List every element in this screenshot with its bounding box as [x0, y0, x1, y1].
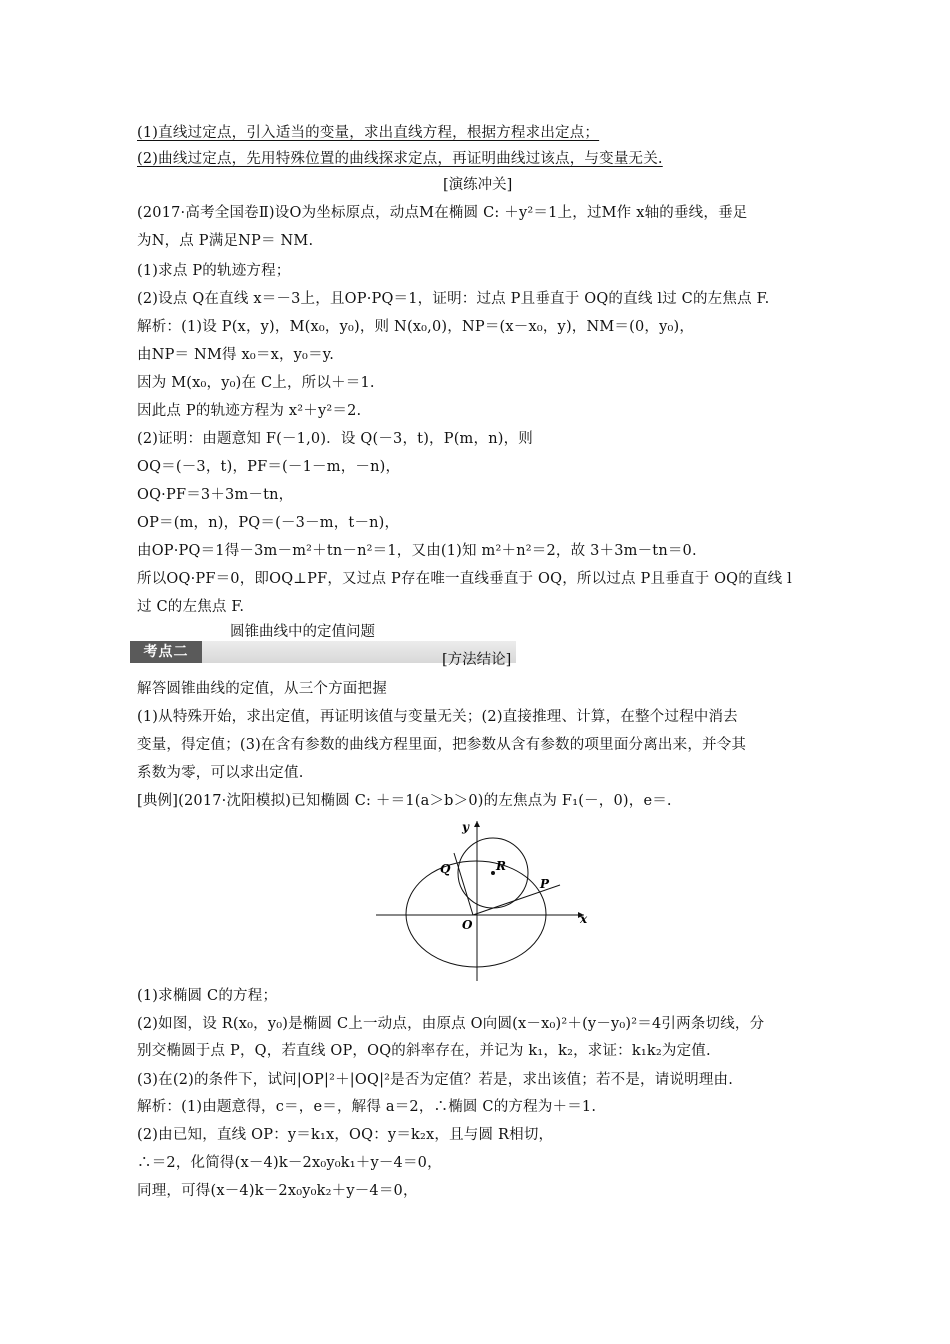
practice-line: OQ·PF＝3＋3m－tn， [137, 487, 294, 503]
practice-line: 过 C的左焦点 F. [137, 599, 245, 615]
practice-line: (2)设点 Q在直线 x＝－3上，且OP·PQ＝1，证明：过点 P且垂直于 OQ的直线 l过 C的左焦点 F. [137, 291, 770, 307]
example-line: (2)如图，设 R(x₀，y₀)是椭圆 C上一动点，由原点 O向圆(x－x₀)²＋(y－y₀)²＝4引两条切线，分 [137, 1016, 765, 1032]
practice-heading: [演练冲关] [443, 177, 513, 193]
practice-line: 所以OQ·PF＝0，即OQ⊥PF，又过点 P存在唯一直线垂直于 OQ，所以过点 P且垂直于 OQ的直线 l [137, 571, 792, 587]
example-line: 别交椭圆于点 P，Q，若直线 OP，OQ的斜率存在，并记为 k₁，k₂，求证：k₁k₂为定值. [137, 1043, 711, 1059]
method-line: 变量，得定值；(3)在含有参数的曲线方程里面，把参数从含有参数的项里面分离出来，并令其 [137, 737, 747, 753]
example-line: ∴＝2，化简得(x－4)k－2x₀y₀k₁＋y－4＝0， [137, 1155, 442, 1171]
label-p: P [540, 877, 550, 891]
practice-line: (2017·高考全国卷Ⅱ)设O为坐标原点，动点M在椭圆 C: ＋y²＝1上，过M作 x轴的垂线，垂足 [137, 205, 748, 221]
example-line: (2)由已知，直线 OP：y＝k₁x，OQ：y＝k₂x，且与圆 R相切， [137, 1127, 554, 1143]
practice-line: 为N，点 P满足NP＝ NM. [137, 233, 314, 249]
label-q: Q [440, 862, 451, 876]
center-r-point [491, 871, 495, 875]
practice-line: 由NP＝ NM得 x₀＝x，y₀＝y. [137, 347, 335, 363]
practice-line: (1)求点 P的轨迹方程； [137, 263, 291, 279]
tangent-oq [454, 853, 473, 915]
section-tag: [方法结论] [442, 652, 512, 668]
practice-line: OP＝(m，n)，PQ＝(－3－m，t－n)， [137, 515, 400, 531]
practice-line: 因此点 P的轨迹方程为 x²＋y²＝2. [137, 403, 362, 419]
section-title: 圆锥曲线中的定值问题 [230, 624, 375, 640]
example-line: (3)在(2)的条件下，试问|OP|²＋|OQ|²是否为定值？若是，求出该值；若不是，请说明理由. [137, 1072, 734, 1088]
practice-line: 因为 M(x₀，y₀)在 C上，所以＋＝1. [137, 375, 375, 391]
example-line: 解析：(1)由题意得，c＝，e＝，解得 a＝2，∴椭圆 C的方程为＋＝1. [137, 1099, 597, 1115]
practice-line: (2)证明：由题意知 F(－1,0)．设 Q(－3，t)，P(m，n)，则 [137, 431, 534, 447]
method-line: [典例](2017·沈阳模拟)已知椭圆 C: ＋＝1(a＞b＞0)的左焦点为 F₁(－，0)，e＝. [137, 793, 672, 809]
summary-item-2: (2)曲线过定点，先用特殊位置的曲线探求定点，再证明曲线过该点，与变量无关. [137, 151, 663, 167]
method-line: (1)从特殊开始，求出定值，再证明该值与变量无关；(2)直接推理、计算，在整个过程中消去 [137, 709, 738, 725]
method-line: 解答圆锥曲线的定值，从三个方面把握 [137, 681, 387, 697]
label-r: R [496, 859, 506, 873]
practice-line: OQ＝(－3，t)，PF＝(－1－m，－n)， [137, 459, 401, 475]
label-x: x [580, 912, 588, 926]
label-o: O [462, 918, 473, 932]
practice-line: 由OP·PQ＝1得－3m－m²＋tn－n²＝1，又由(1)知 m²＋n²＝2，故 3＋3m－tn＝0. [137, 543, 697, 559]
example-line: 同理，可得(x－4)k－2x₀y₀k₂＋y－4＝0， [137, 1183, 418, 1199]
section-badge: 考点二 [130, 641, 202, 663]
label-y: y [462, 820, 469, 834]
practice-line: 解析：(1)设 P(x，y)，M(x₀，y₀)，则 N(x₀,0)，NP＝(x－x₀，y)，NM＝(0，y₀)， [137, 319, 695, 335]
method-line: 系数为零，可以求出定值. [137, 765, 304, 781]
ellipse-tangent-figure [370, 815, 600, 985]
summary-item-1: (1)直线过定点，引入适当的变量，求出直线方程，根据方程求出定点； [137, 125, 600, 141]
example-line: (1)求椭圆 C的方程； [137, 988, 278, 1004]
